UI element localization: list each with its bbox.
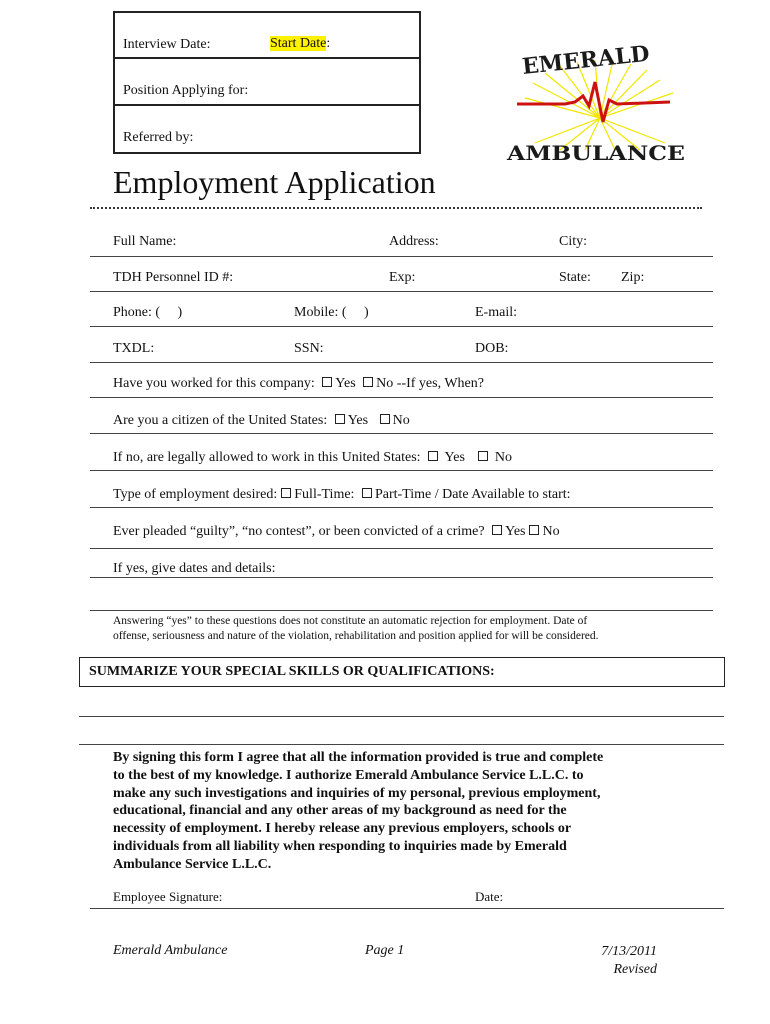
disclaimer-line-1: Answering “yes” to these questions does not constitute an automatic rejection for employment. Date of xyxy=(113,615,588,627)
full-time-checkbox[interactable] xyxy=(281,488,291,498)
interview-date-label: Interview Date: xyxy=(123,37,211,52)
email-label: E-mail: xyxy=(475,305,517,320)
convicted-text: Ever pleaded “guilty”, “no contest”, or been convicted of a crime? xyxy=(113,524,485,539)
skills-line-2[interactable] xyxy=(79,744,724,745)
txdl-label: TXDL: xyxy=(113,341,155,356)
citizen-no-label: No xyxy=(392,413,410,428)
legally-allowed-no-checkbox[interactable] xyxy=(478,451,488,461)
emerald-ambulance-logo xyxy=(505,38,690,166)
details-label: If yes, give dates and details: xyxy=(113,561,276,576)
phone-line[interactable] xyxy=(90,326,713,327)
employee-signature-label: Employee Signature: xyxy=(113,889,223,904)
convicted-no-label: No xyxy=(542,524,560,539)
signature-date-label: Date: xyxy=(475,889,504,904)
position-applying-label: Position Applying for: xyxy=(123,83,249,98)
city-label: City: xyxy=(559,234,588,249)
agreement-line: By signing this form I agree that all the information provided is true and complete xyxy=(113,750,604,765)
logo-bottom-text: AMBULANCE xyxy=(505,141,685,165)
legally-allowed-yes-label: Yes xyxy=(444,450,465,465)
footer-date: 7/13/2011 xyxy=(601,944,657,959)
agreement-line: make any such investigations and inquiries of my personal, previous employment, xyxy=(113,785,601,801)
part-time-checkbox[interactable] xyxy=(362,488,372,498)
convicted-yes-label: Yes xyxy=(505,524,526,539)
worked-before-yes-label: Yes xyxy=(335,376,356,391)
tdh-line[interactable] xyxy=(90,291,713,292)
skills-heading: SUMMARIZE YOUR SPECIAL SKILLS OR QUALIFICATIONS: xyxy=(89,664,495,679)
question-employment-type xyxy=(113,487,571,503)
page-title: Employment Application xyxy=(113,164,436,200)
legally-allowed-no-label: No xyxy=(494,450,513,465)
employment-type-slash: / xyxy=(434,487,439,502)
citizen-line[interactable] xyxy=(90,433,713,434)
question-convicted xyxy=(113,524,560,540)
employment-type-line[interactable] xyxy=(90,507,713,508)
phone-label: Phone: ( ) xyxy=(113,305,183,320)
footer-date-block xyxy=(560,943,657,979)
logo-top-text: EMERALD xyxy=(520,40,651,80)
question-citizen xyxy=(113,413,410,429)
footer-page: Page 1 xyxy=(365,943,405,958)
agreement-line: to the best of my knowledge. I authorize Emerald Ambulance Service L.L.C. to xyxy=(113,767,584,783)
skills-line-1[interactable] xyxy=(79,716,724,717)
part-time-label: Part-Time xyxy=(374,487,432,502)
convicted-line[interactable] xyxy=(90,548,713,549)
employment-type-text: Type of employment desired: xyxy=(113,487,278,502)
full-name-line[interactable] xyxy=(90,256,713,257)
legally-allowed-yes-checkbox[interactable] xyxy=(428,451,438,461)
state-label: State: xyxy=(559,270,591,285)
date-available-label: Date Available to start: xyxy=(442,487,571,502)
agreement-line: educational, financial and any other areas of my background as need for the xyxy=(113,803,567,819)
agreement-text xyxy=(113,749,603,874)
footer-revised: Revised xyxy=(613,962,657,977)
disclaimer-line-2: offense, seriousness and nature of the violation, rehabilitation and position applied for will be considered. xyxy=(113,630,599,642)
skills-heading-box xyxy=(79,657,725,687)
worked-before-line[interactable] xyxy=(90,397,713,398)
mobile-label: Mobile: ( ) xyxy=(294,305,369,320)
full-time-label: Full-Time: xyxy=(294,487,355,502)
exp-label: Exp: xyxy=(389,270,416,285)
agreement-line: individuals from all liability when responding to inquiries made by Emerald xyxy=(113,838,567,854)
start-date-colon: : xyxy=(326,36,331,51)
details-line-2[interactable] xyxy=(90,610,713,611)
citizen-yes-label: Yes xyxy=(347,413,369,428)
dob-label: DOB: xyxy=(475,341,509,356)
start-date-label: Start Date xyxy=(270,36,327,51)
convicted-no-checkbox[interactable] xyxy=(529,525,539,535)
disclaimer xyxy=(113,614,599,644)
interview-box-divider-1 xyxy=(115,57,419,59)
interview-box-divider-2 xyxy=(115,104,419,106)
footer-company: Emerald Ambulance xyxy=(113,943,228,958)
txdl-line[interactable] xyxy=(90,362,713,363)
full-name-label: Full Name: xyxy=(113,234,177,249)
worked-before-yes-checkbox[interactable] xyxy=(322,377,332,387)
citizen-no-checkbox[interactable] xyxy=(380,414,390,424)
tdh-id-label: TDH Personnel ID #: xyxy=(113,270,234,285)
address-label: Address: xyxy=(389,234,439,249)
worked-before-no-label: No --If yes, When? xyxy=(376,376,484,391)
title-dotted-rule xyxy=(90,207,702,209)
worked-before-text: Have you worked for this company: xyxy=(113,376,315,391)
signature-line[interactable] xyxy=(90,908,724,909)
question-worked-before xyxy=(113,376,484,392)
convicted-yes-checkbox[interactable] xyxy=(492,525,502,535)
agreement-line: Ambulance Service L.L.C. xyxy=(113,856,272,872)
citizen-text: Are you a citizen of the United States: xyxy=(113,413,328,428)
details-line-1[interactable] xyxy=(90,577,713,578)
zip-label: Zip: xyxy=(621,270,645,285)
referred-by-label: Referred by: xyxy=(123,130,194,145)
ssn-label: SSN: xyxy=(294,341,324,356)
legally-allowed-text: If no, are legally allowed to work in this United States: xyxy=(113,450,421,465)
start-date-field[interactable] xyxy=(270,36,330,52)
agreement-line: necessity of employment. I hereby release any previous employers, schools or xyxy=(113,821,572,837)
question-legally-allowed xyxy=(113,450,512,466)
worked-before-no-checkbox[interactable] xyxy=(363,377,373,387)
citizen-yes-checkbox[interactable] xyxy=(335,414,345,424)
legally-allowed-line[interactable] xyxy=(90,470,713,471)
